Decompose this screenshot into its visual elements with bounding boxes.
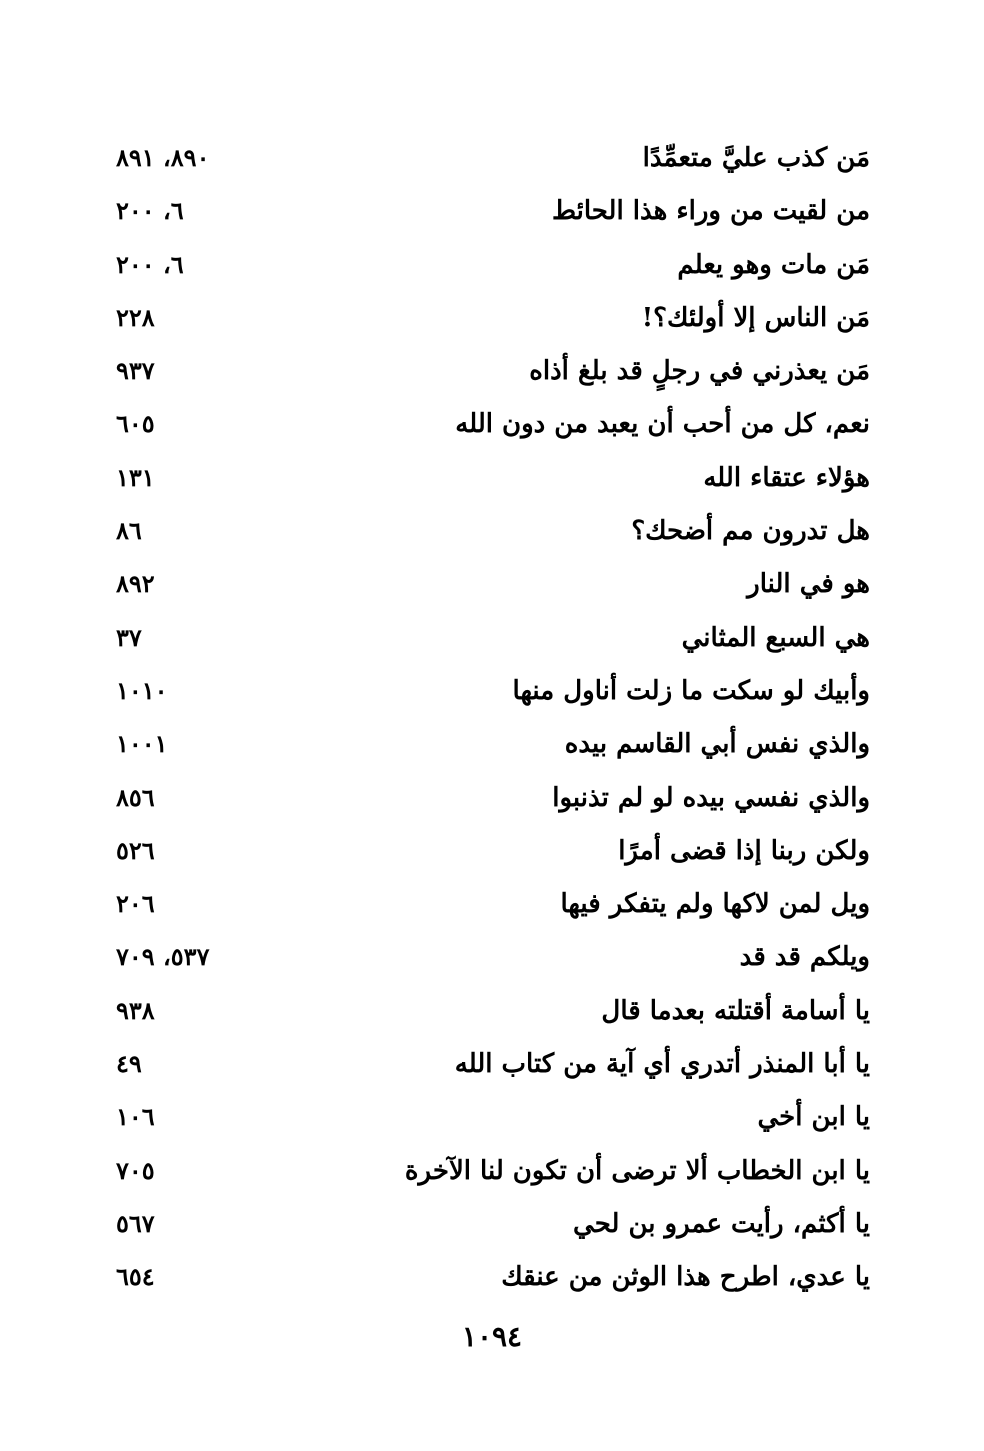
index-entry	[100, 1091, 870, 1144]
entry-phrase: هؤلاء عتقاء الله	[703, 462, 870, 493]
index-entry	[100, 239, 870, 292]
entry-phrase: والذي نفس أبي القاسم بيده	[564, 729, 870, 760]
entry-phrase: نعم، كل من أحب أن يعبد من دون الله	[455, 409, 870, 440]
entry-pages: ٩٣٧	[116, 356, 155, 386]
entry-pages: ٦٥٤	[116, 1262, 155, 1292]
page-number: ١٠٩٤	[461, 1320, 523, 1353]
index-entry	[100, 452, 870, 505]
index-entry	[100, 558, 870, 611]
index-entry	[100, 612, 870, 665]
entry-pages: ٤٩	[116, 1049, 142, 1079]
index-entry	[100, 718, 870, 771]
entry-pages: ١٠٦	[116, 1102, 155, 1132]
index-entry	[100, 931, 870, 984]
entry-pages: ٧٠٥	[116, 1155, 155, 1185]
entry-pages: ٢٢٨	[116, 302, 155, 332]
entry-phrase: يا عدي، اطرح هذا الوثن من عنقك	[501, 1262, 870, 1293]
entry-pages: ٦٠٥	[116, 409, 155, 439]
entry-phrase: مَن كذب عليَّ متعمِّدًا	[642, 143, 870, 173]
index-entry	[100, 985, 870, 1038]
index-entry	[100, 1198, 870, 1251]
index-entry	[100, 398, 870, 451]
index-entry	[100, 132, 870, 185]
entry-phrase: مَن مات وهو يعلم	[677, 249, 870, 280]
entry-pages: ٨٥٦	[116, 782, 155, 812]
entry-pages: ١٣١	[116, 462, 155, 492]
entry-phrase: يا ابن أخي	[757, 1102, 870, 1133]
entry-pages: ٥٣٧، ٧٠٩	[116, 942, 210, 972]
entry-pages: ٥٦٧	[116, 1208, 155, 1238]
entry-phrase: يا أكثم، رأيت عمرو بن لحي	[573, 1208, 870, 1239]
entry-phrase: يا أبا المنذر أتدري أي آية من كتاب الله	[454, 1049, 870, 1080]
entry-pages: ٦، ٢٠٠	[116, 196, 184, 226]
index-entry	[100, 1038, 870, 1091]
index-entry	[100, 292, 870, 345]
hadith-index-list	[100, 132, 870, 1305]
entry-pages: ٣٧	[116, 622, 142, 652]
index-entry	[100, 1251, 870, 1304]
entry-pages: ٨٩٢	[116, 569, 155, 599]
entry-pages: ٨٦	[116, 516, 142, 546]
index-entry	[100, 772, 870, 825]
entry-phrase: هل تدرون مم أضحك؟	[631, 516, 870, 547]
entry-phrase: مَن يعذرني في رجلٍ قد بلغ أذاه	[529, 356, 870, 387]
entry-pages: ٨٩٠، ٨٩١	[116, 143, 210, 172]
entry-pages: ٢٠٦	[116, 889, 155, 919]
entry-pages: ١٠٠١	[116, 729, 168, 759]
entry-pages: ٩٣٨	[116, 995, 155, 1025]
index-entry	[100, 665, 870, 718]
entry-pages: ١٠١٠	[116, 675, 168, 705]
entry-phrase: والذي نفسي بيده لو لم تذنبوا	[552, 782, 870, 813]
entry-phrase: مَن الناس إلا أولئك؟!	[641, 302, 870, 333]
index-entry	[100, 1145, 870, 1198]
index-entry	[100, 345, 870, 398]
entry-phrase: يا أسامة أقتلته بعدما قال	[601, 995, 870, 1026]
entry-phrase: ويل لمن لاكها ولم يتفكر فيها	[560, 889, 870, 920]
entry-phrase: ويلكم قد قد	[739, 942, 870, 973]
entry-phrase: وأبيك لو سكت ما زلت أناول منها	[512, 675, 870, 706]
index-entry	[100, 505, 870, 558]
entry-phrase: هو في النار	[747, 569, 870, 600]
entry-pages: ٥٢٦	[116, 835, 155, 865]
entry-phrase: من لقيت من وراء هذا الحائط	[551, 196, 870, 227]
index-entry	[100, 878, 870, 931]
index-entry	[100, 825, 870, 878]
entry-phrase: هي السبع المثاني	[681, 622, 870, 653]
entry-pages: ٦، ٢٠٠	[116, 249, 184, 279]
index-entry	[100, 185, 870, 238]
entry-phrase: ولكن ربنا إذا قضى أمرًا	[618, 835, 870, 866]
entry-phrase: يا ابن الخطاب ألا ترضى أن تكون لنا الآخرة	[404, 1155, 870, 1186]
